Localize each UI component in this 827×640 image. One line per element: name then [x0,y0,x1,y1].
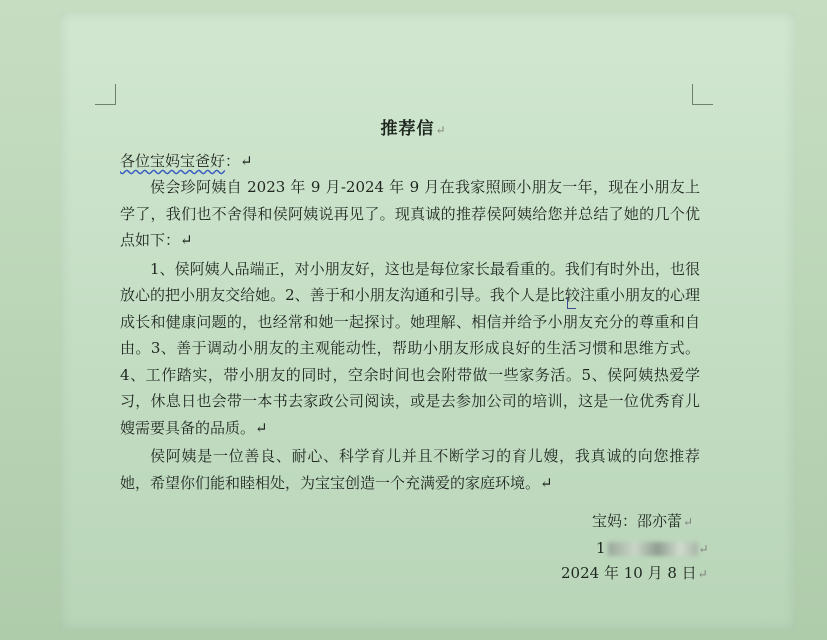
paragraph-mark: ↵ [698,542,709,556]
greeting-tail: ：↵ [225,152,253,170]
letter-title [0,114,827,139]
signature [592,508,693,535]
paragraph-mark: ↵ [683,515,694,529]
paragraph-intro: 侯会珍阿姨自 2023 年 9 月-2024 年 9 月在我家照顾小朋友一年，现在小朋友上学了，我们也不舍得和侯阿姨说再见了。现真诚的推荐侯阿姨给您并总结了她的几个优点如下：↵ [120,178,700,249]
paragraph-closing: 侯阿姨是一位善良、耐心、科学育儿并且不断学习的育儿嫂，我真诚的向您推荐她，希望你们能和睦相处，为宝宝创造一个充满爱的家庭环境。↵ [120,447,700,492]
title-text: 推荐信 [380,119,435,139]
date-text: 2024 年 10 月 8 日 [561,564,697,582]
letter-date [561,560,708,587]
signature-text: 宝妈：邵亦蕾 [592,512,683,530]
text-cursor-icon [567,298,576,309]
phone-number-redacted [596,535,709,562]
greeting [120,148,253,174]
greeting-text: 各位宝妈宝爸好 [120,152,226,170]
crop-mark-top-left [95,84,116,105]
letter-body [120,174,700,498]
paragraph-merits: 1、侯阿姨人品端正，对小朋友好，这也是每位家长最看重的。我们有时外出，也很放心的把小朋友交给她。2、善于和小朋友沟通和引导。我个人是比较注重小朋友的心理成长和健康问题的，也经常和她一起探讨。她理解、相信并给予小朋友充分的尊重和自由。3、善于调动小朋友的主观能动性，帮助小朋友形成良好的生活习惯和思维方式。4、工作踏实，带小朋友的同时，空余时间也会附带做一些家务活。5、侯阿姨热爱学习，休息日也会带一本书去家政公司阅读，或是去参加公司的培训，这是一位优秀育儿嫂需要具备的品质。↵ [120,259,700,437]
phone-prefix: 1 [596,539,606,557]
paragraph-mark: ↵ [435,123,447,137]
redaction-blur [608,542,698,556]
paragraph-mark: ↵ [697,567,708,581]
crop-mark-top-right [692,84,713,105]
